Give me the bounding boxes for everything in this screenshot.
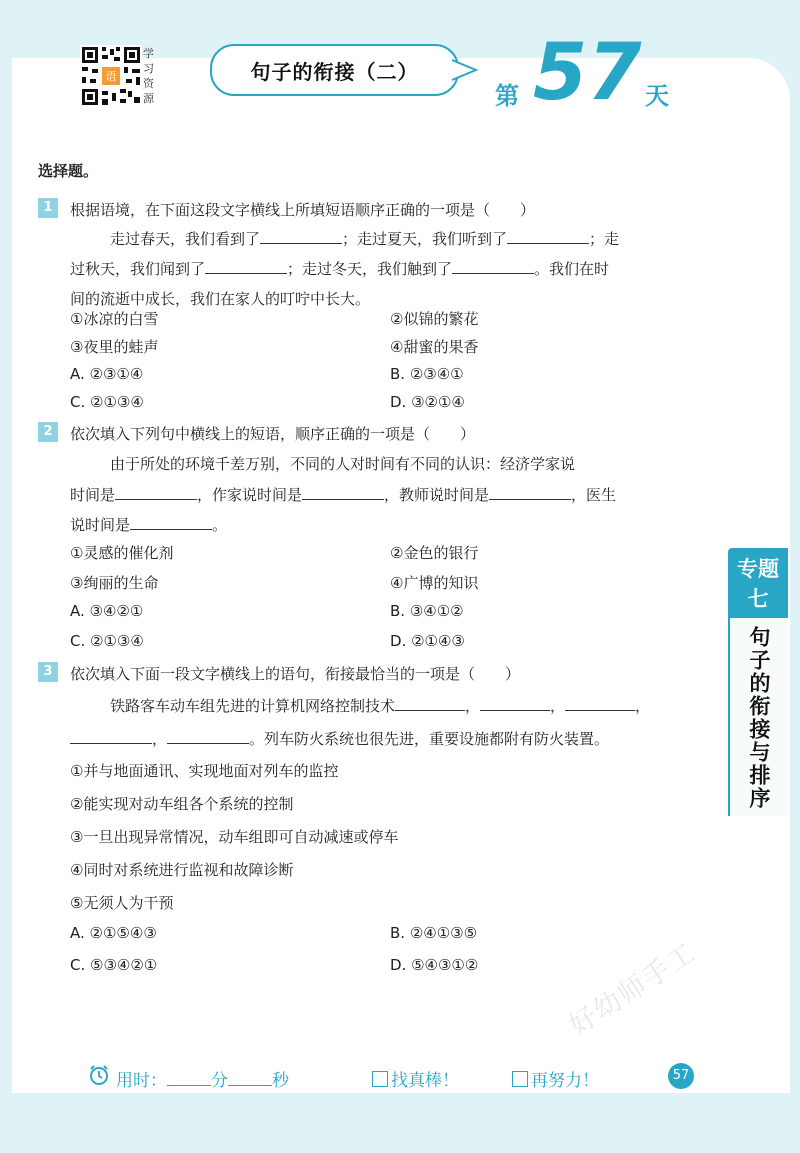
question-stem: 依次填入下列句中横线上的短语，顺序正确的一项是（ ） [70,425,476,443]
option-item: ①灵感的催化剂 [70,544,174,562]
answer-blank[interactable] [115,485,197,500]
day-number: 57 [533,28,642,118]
option-item: ④广博的知识 [390,574,479,592]
answer-blank[interactable] [302,485,384,500]
great-checkbox[interactable] [372,1071,388,1087]
option-item: ④同时对系统进行监视和故障诊断 [70,861,294,879]
minute-label: 分 [211,1071,228,1091]
answer-blank[interactable] [452,259,534,274]
answer-blank[interactable] [205,259,287,274]
answer-blank[interactable] [260,229,342,244]
choice-a[interactable]: A. ③④②① [70,602,144,620]
question-number: 1 [38,198,58,218]
choice-d[interactable]: D. ②①④③ [390,632,465,650]
section-label: 选择题。 [38,162,99,180]
choice-b[interactable]: B. ②④①③⑤ [390,924,478,942]
choice-b[interactable]: B. ②③④① [390,365,464,383]
try-again-checkbox[interactable] [512,1071,528,1087]
answer-blank[interactable] [507,229,589,244]
qr-caption-char: 源 [143,92,154,105]
answer-blank[interactable] [489,485,571,500]
qr-caption-char: 习 [143,62,154,75]
option-item: ②似锦的繁花 [390,310,479,328]
option-item: ②能实现对动车组各个系统的控制 [70,795,294,813]
answer-blank[interactable] [70,729,152,744]
alarm-clock-icon [88,1064,110,1086]
passage-line: 间的流逝中成长，我们在家人的叮咛中长大。 [70,290,371,308]
minute-blank[interactable] [167,1071,211,1086]
speech-bubble-tail [452,58,478,82]
choice-d[interactable]: D. ⑤④③①② [390,956,479,974]
choice-c[interactable]: C. ②①③④ [70,393,144,411]
svg-text:语: 语 [105,70,117,83]
question-number: 3 [38,662,58,682]
passage-line: 过秋天，我们闻到了 ；走过冬天，我们触到了 。我们在时 [70,260,610,278]
choice-c[interactable]: C. ⑤③④②① [70,956,158,974]
question-stem: 根据语境，在下面这段文字横线上所填短语顺序正确的一项是（ ） [70,201,536,219]
passage-line: 走过春天，我们看到了 ；走过夏天，我们听到了 ；走 [110,230,620,248]
choice-b[interactable]: B. ③④①② [390,602,464,620]
answer-blank[interactable] [167,729,249,744]
option-item: ①冰凉的白雪 [70,310,159,328]
answer-blank[interactable] [395,696,465,711]
option-item: ④甜蜜的果香 [390,338,479,356]
choice-a[interactable]: A. ②③①④ [70,365,144,383]
passage-line: 由于所处的环境千差万别，不同的人对时间有不同的认识：经济学家说 [110,455,576,473]
option-item: ②金色的银行 [390,544,479,562]
lesson-title: 句子的衔接（二） [210,44,459,96]
qr-caption-char: 学 [143,47,154,60]
time-label: 用时： [116,1071,167,1091]
passage-line: 铁路客车动车组先进的计算机网络控制技术 ， ， ， [110,697,651,715]
day-prefix: 第 [495,82,519,110]
qr-caption [143,46,155,106]
answer-blank[interactable] [565,696,635,711]
topic-side-tab [728,548,788,816]
qr-caption-char: 资 [143,77,154,90]
passage-line: 时间是 ，作家说时间是 ，教师说时间是 ，医生 [70,486,617,504]
option-item: ③绚丽的生命 [70,574,159,592]
question-stem: 依次填入下面一段文字横线上的语句，衔接最恰当的一项是（ ） [70,665,521,683]
page-number: 57 [668,1063,694,1089]
option-item: ③夜里的蛙声 [70,338,159,356]
answer-blank[interactable] [480,696,550,711]
option-item: ③一旦出现异常情况，动车组即可自动减速或停车 [70,828,399,846]
self-check-try-again[interactable]: 再努力！ [512,1066,599,1091]
passage-line: ， 。列车防火系统也很先进，重要设施都附有防火装置。 [70,728,609,749]
choice-a[interactable]: A. ②①⑤④③ [70,924,157,942]
passage-line: 说时间是 。 [70,516,228,534]
second-label: 秒 [272,1071,289,1091]
topic-title: 句子的衔接与排序 [728,618,788,816]
watermark: 好幼师手工 [563,936,703,1042]
choice-c[interactable]: C. ②①③④ [70,632,144,650]
qr-code [80,45,142,107]
day-suffix: 天 [645,82,669,110]
choice-d[interactable]: D. ③②①④ [390,393,465,411]
option-item: ①并与地面通讯、实现地面对列车的监控 [70,762,339,780]
time-record [116,1066,289,1091]
second-blank[interactable] [228,1071,272,1086]
option-item: ⑤无须人为干预 [70,894,174,912]
self-check-great[interactable]: 找真棒！ [372,1066,459,1091]
question-number: 2 [38,422,58,442]
answer-blank[interactable] [130,515,212,530]
topic-number: 专题七 [728,548,788,618]
